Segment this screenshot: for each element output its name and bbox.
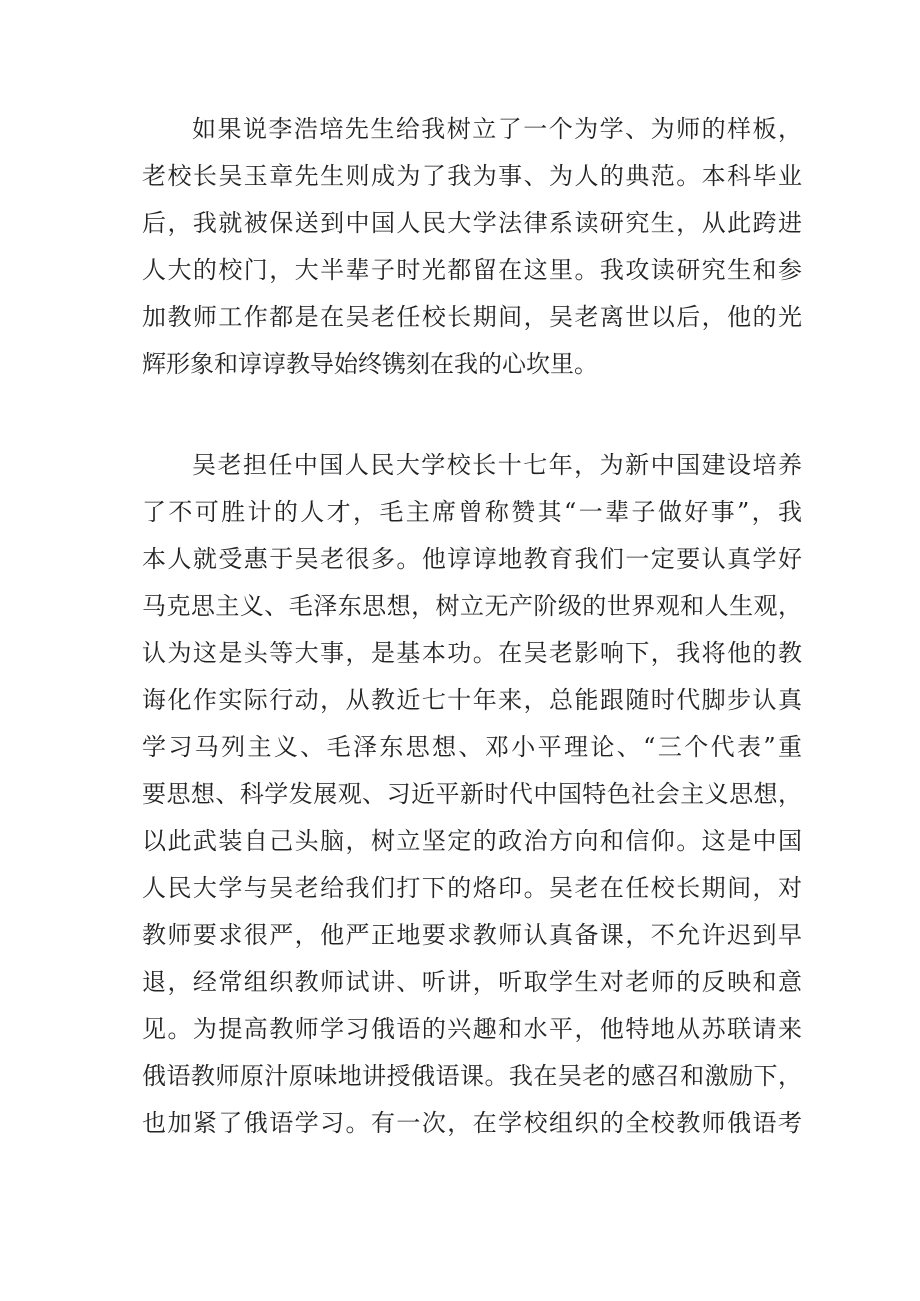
text-line: 如果说李浩培先生给我树立了一个为学、为师的样板， [192, 115, 802, 143]
text-line: 本人就受惠于吴老很多。他谆谆地教育我们一定要认真学好 [142, 545, 802, 573]
text-line: 人大的校门，大半辈子时光都留在这里。我攻读研究生和参 [142, 256, 802, 284]
text-line: 退，经常组织教师试讲、听讲，听取学生对老师的反映和意 [142, 968, 802, 996]
text-line: 要思想、科学发展观、习近平新时代中国特色社会主义思想， [142, 780, 802, 808]
text-line: 了不可胜计的人才，毛主席曾称赞其“一辈子做好事”，我 [142, 498, 802, 526]
text-line: 也加紧了俄语学习。有一次，在学校组织的全校教师俄语考 [142, 1109, 802, 1137]
text-line: 俄语教师原汁原味地讲授俄语课。我在吴老的感召和激励下， [142, 1062, 802, 1090]
text-line: 辉形象和谆谆教导始终镌刻在我的心坎里。 [142, 350, 598, 378]
text-line: 加教师工作都是在吴老任校长期间，吴老离世以后，他的光 [142, 303, 802, 331]
text-line: 学习马列主义、毛泽东思想、邓小平理论、“三个代表”重 [142, 733, 802, 761]
paragraph-1 [142, 106, 802, 388]
text-line: 认为这是头等大事，是基本功。在吴老影响下，我将他的教 [142, 639, 802, 667]
text-line: 吴老担任中国人民大学校长十七年，为新中国建设培养 [192, 451, 802, 479]
text-line: 教师要求很严，他严正地要求教师认真备课，不允许迟到早 [142, 921, 802, 949]
text-line: 见。为提高教师学习俄语的兴趣和水平，他特地从苏联请来 [142, 1015, 802, 1043]
text-line: 老校长吴玉章先生则成为了我为事、为人的典范。本科毕业 [142, 162, 802, 190]
text-line: 人民大学与吴老给我们打下的烙印。吴老在任校长期间，对 [142, 874, 802, 902]
text-line: 以此武装自己头脑，树立坚定的政治方向和信仰。这是中国 [142, 827, 802, 855]
text-line: 后，我就被保送到中国人民大学法律系读研究生，从此跨进 [142, 209, 802, 237]
paragraph-2 [142, 442, 802, 1147]
text-line: 马克思主义、毛泽东思想，树立无产阶级的世界观和人生观， [142, 592, 802, 620]
text-line: 诲化作实际行动，从教近七十年来，总能跟随时代脚步认真 [142, 686, 802, 714]
